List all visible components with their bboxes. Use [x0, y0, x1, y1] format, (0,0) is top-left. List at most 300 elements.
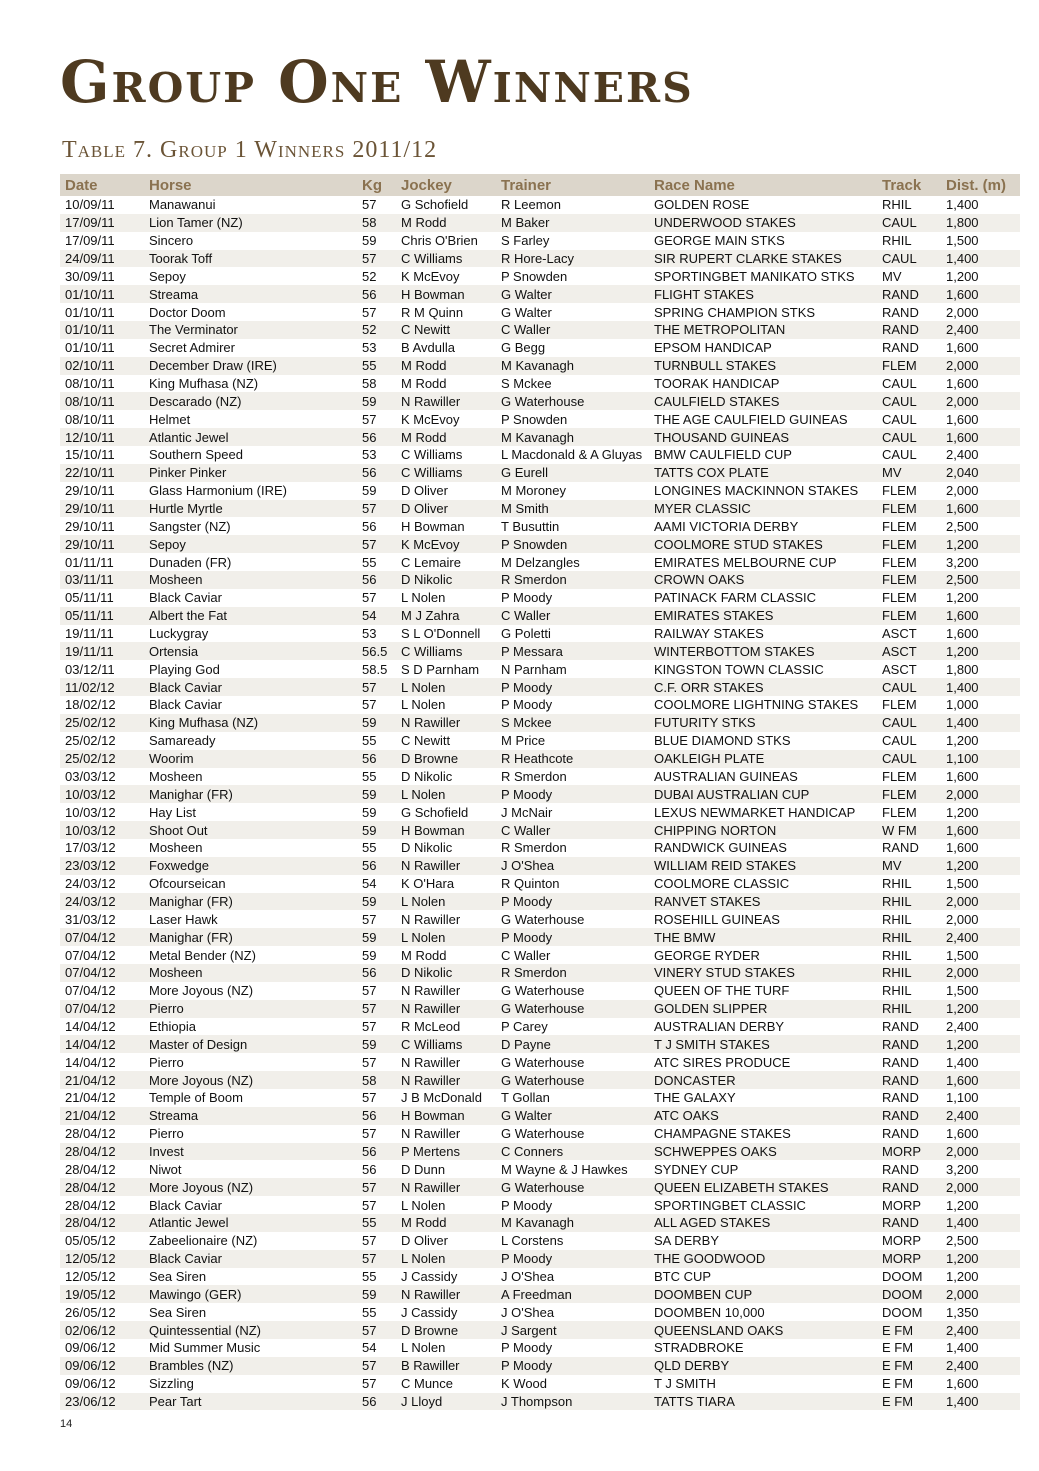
table-cell: 03/03/12	[65, 768, 116, 784]
table-cell: 2,000	[941, 357, 1020, 375]
table-cell: 57	[357, 1250, 396, 1268]
table-row	[60, 339, 1020, 357]
table-row	[60, 446, 1020, 464]
table-cell: Master of Design	[144, 1035, 357, 1053]
table-cell: LONGINES MACKINNON STAKES	[654, 483, 859, 499]
table-cell: 29/10/11	[60, 535, 144, 553]
table-cell: 58	[357, 214, 396, 232]
table-cell: 56	[362, 1161, 377, 1177]
table-cell: 1,200	[941, 1035, 1020, 1053]
table-cell: 1,500	[946, 233, 979, 249]
table-cell: D Dunn	[401, 1161, 446, 1177]
table-cell: 56	[357, 428, 396, 446]
table-cell: C Waller	[496, 321, 649, 339]
table-row	[60, 1035, 1020, 1053]
table-cell: G Schofield	[401, 804, 469, 820]
table-cell: N Rawiller	[396, 392, 496, 410]
table-row	[60, 482, 1020, 500]
table-cell: 07/04/12	[65, 947, 116, 963]
table-cell: M Baker	[496, 214, 649, 232]
table-row	[60, 375, 1020, 393]
table-cell: FLEM	[877, 535, 941, 553]
table-cell: 14/04/12	[65, 1054, 116, 1070]
table-cell: AUSTRALIAN GUINEAS	[654, 768, 798, 784]
table-row	[60, 642, 1020, 660]
table-cell: 14/04/12	[65, 1018, 116, 1034]
table-cell: Dunaden (FR)	[149, 554, 232, 570]
table-cell: M Kavanagh	[496, 428, 649, 446]
table-cell: M Kavanagh	[496, 357, 649, 375]
table-cell: 2,000	[941, 1178, 1020, 1196]
table-cell: 2,000	[941, 964, 1020, 982]
table-cell: J Lloyd	[396, 1393, 496, 1411]
table-cell: M Kavanagh	[496, 1214, 649, 1232]
table-cell: 3,200	[946, 1161, 979, 1177]
table-cell: 1,400	[941, 1214, 1020, 1232]
table-cell: FLIGHT STAKES	[649, 285, 877, 303]
table-cell: 24/03/12	[60, 893, 144, 911]
table-cell: FUTURITY STKS	[649, 714, 877, 732]
table-cell: G Waterhouse	[496, 392, 649, 410]
table-cell: 2,500	[946, 1233, 979, 1249]
table-cell: Ethiopia	[149, 1018, 196, 1034]
table-cell: 1,500	[946, 876, 979, 892]
table-cell: STRADBROKE	[654, 1340, 744, 1356]
table-cell: T J SMITH STAKES	[649, 1035, 877, 1053]
table-cell: SPRING CHAMPION STKS	[654, 304, 816, 320]
table-row	[60, 1375, 1020, 1393]
table-cell: GEORGE RYDER	[654, 947, 760, 963]
table-cell: Mosheen	[144, 571, 357, 589]
table-cell: 1,800	[946, 661, 979, 677]
table-row	[60, 1232, 1020, 1250]
table-cell: 1,000	[946, 697, 979, 713]
table-row	[60, 1160, 1020, 1178]
table-cell: S Mckee	[496, 714, 649, 732]
table-cell: DOOMBEN 10,000	[654, 1304, 765, 1320]
table-cell: 56	[357, 571, 396, 589]
table-cell: G Waterhouse	[496, 1000, 649, 1018]
table-cell: 14/04/12	[60, 1035, 144, 1053]
table-row	[60, 1018, 1020, 1036]
table-cell: 57	[362, 1054, 377, 1070]
table-cell: N Rawiller	[396, 1285, 496, 1303]
table-cell: 1,400	[941, 1393, 1020, 1411]
table-cell: Ortensia	[144, 642, 357, 660]
table-cell: R Quinton	[501, 876, 560, 892]
table-cell: THE BMW	[649, 928, 877, 946]
table-cell: M Rodd	[396, 357, 496, 375]
table-cell: 59	[357, 928, 396, 946]
table-cell: A Freedman	[496, 1285, 649, 1303]
table-row	[60, 785, 1020, 803]
table-cell: Streama	[144, 285, 357, 303]
table-cell: Sepoy	[144, 535, 357, 553]
table-cell: 19/11/11	[60, 642, 144, 660]
table-cell: Woorim	[144, 750, 357, 768]
table-cell: 1,200	[941, 642, 1020, 660]
table-row	[60, 1178, 1020, 1196]
table-cell: December Draw (IRE)	[144, 357, 357, 375]
table-cell: RHIL	[882, 911, 912, 927]
table-cell: R M Quinn	[401, 304, 464, 320]
table-cell: D Oliver	[401, 483, 448, 499]
table-cell: 53	[362, 340, 377, 356]
table-cell: COOLMORE LIGHTNING STAKES	[654, 697, 859, 713]
table-cell: 57	[357, 1357, 396, 1375]
table-cell: 02/10/11	[60, 357, 144, 375]
table-cell: Sepoy	[149, 268, 186, 284]
table-cell: SPORTINGBET MANIKATO STKS	[654, 268, 855, 284]
table-row	[60, 1125, 1020, 1143]
table-cell: C Williams	[401, 447, 463, 463]
table-cell: 10/03/12	[65, 804, 116, 820]
table-cell: 1,400	[941, 678, 1020, 696]
table-cell: Doctor Doom	[149, 304, 226, 320]
table-cell: Pierro	[144, 1000, 357, 1018]
table-cell: M Rodd	[396, 1214, 496, 1232]
table-row	[60, 321, 1020, 339]
table-cell: 56.5	[357, 642, 396, 660]
table-row	[60, 1303, 1020, 1321]
table-cell: G Waterhouse	[501, 983, 585, 999]
table-cell: N Rawiller	[396, 857, 496, 875]
table-cell: M Delzangles	[501, 554, 580, 570]
table-cell: 29/10/11	[60, 500, 144, 518]
table-header-row	[60, 174, 1020, 196]
table-cell: Playing God	[149, 661, 220, 677]
table-cell: P Moody	[501, 1197, 553, 1213]
table-cell: 21/04/12	[60, 1107, 144, 1125]
table-cell: G Schofield	[401, 197, 469, 213]
table-row	[60, 1071, 1020, 1089]
page-title: Group One Winners	[60, 48, 694, 116]
table-cell: 05/11/11	[60, 607, 144, 625]
table-row	[60, 696, 1020, 714]
table-row	[60, 267, 1020, 285]
table-cell: 57	[362, 304, 377, 320]
table-caption: Table 7. Group 1 Winners 2011/12	[62, 137, 438, 163]
table-cell: K McEvoy	[401, 411, 460, 427]
table-cell: R Leemon	[501, 197, 561, 213]
table-cell: PATINACK FARM CLASSIC	[654, 590, 817, 606]
table-cell: G Waterhouse	[501, 911, 585, 927]
table-cell: CAUL	[877, 392, 941, 410]
table-cell: RAND	[882, 1054, 919, 1070]
table-cell: Sea Siren	[149, 1304, 207, 1320]
table-cell: CAUL	[877, 714, 941, 732]
table-cell: H Bowman	[396, 285, 496, 303]
table-row	[60, 768, 1020, 786]
table-cell: 1,600	[946, 411, 979, 427]
column-header: Dist. (m)	[941, 174, 1020, 196]
table-cell: 17/03/12	[65, 840, 116, 856]
table-cell: RAND	[877, 1107, 941, 1125]
table-cell: 18/02/12	[65, 697, 116, 713]
table-cell: 10/03/12	[60, 785, 144, 803]
table-cell: P Moody	[496, 928, 649, 946]
table-cell: C Lemaire	[401, 554, 461, 570]
table-cell: S Mckee	[501, 376, 552, 392]
table-cell: RHIL	[882, 947, 912, 963]
table-cell: P Carey	[501, 1018, 548, 1034]
table-cell: 1,400	[941, 250, 1020, 268]
table-cell: 59	[357, 392, 396, 410]
table-cell: Streama	[144, 1107, 357, 1125]
table-cell: 09/06/12	[65, 1376, 116, 1392]
table-cell: N Rawiller	[396, 1071, 496, 1089]
table-cell: R Smerdon	[496, 964, 649, 982]
table-cell: J Sargent	[496, 1321, 649, 1339]
column-header: Jockey	[396, 174, 496, 196]
table-cell: 55	[362, 1304, 377, 1320]
table-cell: MORP	[877, 1143, 941, 1161]
table-cell: C Williams	[396, 250, 496, 268]
table-cell: J B McDonald	[401, 1090, 482, 1106]
table-cell: G Waterhouse	[501, 1126, 585, 1142]
table-cell: L Nolen	[401, 1340, 446, 1356]
table-cell: ATC SIRES PRODUCE	[654, 1054, 791, 1070]
table-cell: 28/04/12	[60, 1143, 144, 1161]
table-cell: MORP	[877, 1250, 941, 1268]
table-cell: 56	[357, 1393, 396, 1411]
table-cell: C Newitt	[396, 321, 496, 339]
table-cell: D Oliver	[396, 500, 496, 518]
table-cell: 56	[357, 857, 396, 875]
table-cell: FLEM	[882, 768, 917, 784]
table-cell: CAUL	[877, 750, 941, 768]
table-cell: RAND	[877, 321, 941, 339]
table-row	[60, 553, 1020, 571]
table-cell: 1,600	[941, 607, 1020, 625]
table-cell: G Eurell	[496, 464, 649, 482]
table-cell: SA DERBY	[654, 1233, 720, 1249]
table-cell: LEXUS NEWMARKET HANDICAP	[654, 804, 856, 820]
table-cell: Sincero	[149, 233, 194, 249]
table-cell: 07/04/12	[60, 1000, 144, 1018]
table-cell: E FM	[877, 1357, 941, 1375]
table-cell: ROSEHILL GUINEAS	[654, 911, 780, 927]
table-cell: 1,600	[946, 840, 979, 856]
table-cell: Sea Siren	[149, 1268, 207, 1284]
table-cell: AAMI VICTORIA DERBY	[654, 518, 799, 534]
table-cell: Black Caviar	[144, 678, 357, 696]
table-cell: 55	[357, 1214, 396, 1232]
table-cell: G Waterhouse	[501, 1054, 585, 1070]
table-cell: G Poletti	[501, 626, 551, 642]
table-cell: D Oliver	[401, 1233, 448, 1249]
table-cell: Temple of Boom	[149, 1090, 243, 1106]
table-cell: 2,040	[941, 464, 1020, 482]
table-row	[60, 214, 1020, 232]
table-cell: Quintessential (NZ)	[144, 1321, 357, 1339]
table-cell: 1,600	[946, 768, 979, 784]
table-cell: More Joyous (NZ)	[149, 983, 254, 999]
table-cell: Laser Hawk	[149, 911, 218, 927]
table-cell: Pear Tart	[144, 1393, 357, 1411]
table-cell: Toorak Toff	[144, 250, 357, 268]
table-cell: Helmet	[149, 411, 191, 427]
table-cell: CAUL	[877, 678, 941, 696]
table-cell: RAND	[882, 340, 919, 356]
table-cell: G Walter	[496, 1107, 649, 1125]
table-cell: 55	[362, 768, 377, 784]
table-cell: L Nolen	[401, 590, 446, 606]
table-row	[60, 1268, 1020, 1286]
table-row	[60, 1214, 1020, 1232]
table-cell: Zabeelionaire (NZ)	[149, 1233, 258, 1249]
table-cell: 59	[362, 947, 377, 963]
table-cell: More Joyous (NZ)	[144, 1071, 357, 1089]
table-cell: KINGSTON TOWN CLASSIC	[654, 661, 824, 677]
table-cell: 01/10/11	[65, 304, 115, 320]
table-cell: THE METROPOLITAN	[649, 321, 877, 339]
column-header: Trainer	[496, 174, 649, 196]
table-cell: Pierro	[149, 1126, 184, 1142]
table-cell: G Walter	[501, 304, 552, 320]
table-cell: R Hore-Lacy	[496, 250, 649, 268]
table-cell: 57	[362, 911, 377, 927]
table-cell: 59	[357, 821, 396, 839]
table-row	[60, 964, 1020, 982]
table-cell: 1,600	[946, 340, 979, 356]
table-cell: 1,600	[941, 428, 1020, 446]
table-cell: Black Caviar	[144, 1250, 357, 1268]
table-cell: L Nolen	[396, 1250, 496, 1268]
table-cell: C.F. ORR STAKES	[649, 678, 877, 696]
table-cell: DOOMBEN CUP	[649, 1285, 877, 1303]
column-header: Date	[60, 174, 144, 196]
table-cell: FLEM	[877, 357, 941, 375]
table-cell: C Conners	[496, 1143, 649, 1161]
table-cell: 55	[362, 1268, 377, 1284]
table-cell: 57	[362, 590, 377, 606]
table-cell: P Moody	[496, 893, 649, 911]
table-cell: 59	[357, 893, 396, 911]
table-cell: DONCASTER	[649, 1071, 877, 1089]
table-cell: CAUL	[877, 214, 941, 232]
table-cell: 1,600	[946, 376, 979, 392]
table-row	[60, 589, 1020, 607]
table-cell: 1,350	[946, 1304, 979, 1320]
table-row	[60, 357, 1020, 375]
table-cell: 57	[362, 1018, 377, 1034]
table-cell: 1,200	[941, 1000, 1020, 1018]
table-cell: C Newitt	[401, 733, 451, 749]
table-cell: 21/04/12	[60, 1071, 144, 1089]
table-cell: 11/02/12	[60, 678, 144, 696]
table-cell: J O'Shea	[501, 1268, 555, 1284]
table-cell: Descarado (NZ)	[144, 392, 357, 410]
table-cell: MYER CLASSIC	[649, 500, 877, 518]
table-row	[60, 946, 1020, 964]
table-row	[60, 250, 1020, 268]
table-row	[60, 428, 1020, 446]
table-cell: RHIL	[877, 964, 941, 982]
table-cell: 01/10/11	[65, 340, 115, 356]
table-cell: GOLDEN ROSE	[654, 197, 750, 213]
table-cell: P Moody	[496, 1250, 649, 1268]
table-cell: RAILWAY STAKES	[654, 626, 764, 642]
table-cell: 17/09/11	[65, 233, 115, 249]
table-row	[60, 875, 1020, 893]
table-cell: 28/04/12	[60, 1178, 144, 1196]
table-cell: Foxwedge	[144, 857, 357, 875]
table-cell: Luckygray	[149, 626, 209, 642]
table-cell: J Cassidy	[401, 1268, 458, 1284]
table-cell: THE GOODWOOD	[649, 1250, 877, 1268]
table-cell: 1,200	[941, 857, 1020, 875]
table-row	[60, 1196, 1020, 1214]
table-cell: 31/03/12	[65, 911, 116, 927]
table-cell: 07/04/12	[60, 964, 144, 982]
table-cell: RAND	[882, 1126, 919, 1142]
table-cell: GOLDEN SLIPPER	[649, 1000, 877, 1018]
column-header: Horse	[144, 174, 357, 196]
table-cell: L Macdonald & A Gluyas	[501, 447, 643, 463]
table-cell: D Browne	[396, 1321, 496, 1339]
table-cell: N Rawiller	[401, 1054, 461, 1070]
column-header: Kg	[357, 174, 396, 196]
table-cell: ALL AGED STAKES	[649, 1214, 877, 1232]
table-cell: CAUL	[877, 250, 941, 268]
table-cell: E FM	[877, 1393, 941, 1411]
table-cell: ASCT	[882, 661, 917, 677]
table-cell: Mid Summer Music	[149, 1340, 261, 1356]
table-cell: J Thompson	[496, 1393, 649, 1411]
table-cell: MV	[877, 857, 941, 875]
table-cell: L Nolen	[401, 1197, 446, 1213]
table-cell: M Smith	[496, 500, 649, 518]
table-cell: More Joyous (NZ)	[144, 1178, 357, 1196]
table-cell: 2,400	[946, 1018, 979, 1034]
table-cell: 26/05/12	[65, 1304, 116, 1320]
table-cell: 25/02/12	[65, 733, 116, 749]
table-cell: 54	[362, 1340, 377, 1356]
table-cell: 2,000	[941, 1143, 1020, 1161]
table-cell: FLEM	[882, 697, 917, 713]
table-cell: N Rawiller	[396, 1000, 496, 1018]
table-cell: P Moody	[496, 678, 649, 696]
table-cell: L Nolen	[401, 697, 446, 713]
table-cell: 57	[362, 1090, 377, 1106]
table-cell: B Rawiller	[396, 1357, 496, 1375]
table-cell: 19/05/12	[60, 1285, 144, 1303]
table-cell: 28/04/12	[60, 1214, 144, 1232]
table-cell: MORP	[882, 1233, 921, 1249]
table-cell: 17/09/11	[60, 214, 144, 232]
table-cell: 24/03/12	[65, 876, 116, 892]
table-cell: RHIL	[882, 197, 912, 213]
table-cell: J Cassidy	[401, 1304, 458, 1320]
table-cell: C Waller	[501, 947, 551, 963]
table-row	[60, 464, 1020, 482]
table-cell: D Nikolic	[396, 571, 496, 589]
table-cell: N Parnham	[501, 661, 567, 677]
table-cell: H Bowman	[401, 518, 465, 534]
table-cell: 56	[357, 1107, 396, 1125]
table-cell: DOOM	[882, 1268, 923, 1284]
table-cell: 1,100	[946, 1090, 979, 1106]
table-cell: Mawingo (GER)	[144, 1285, 357, 1303]
table-cell: RHIL	[877, 1000, 941, 1018]
table-cell: 1,200	[946, 590, 979, 606]
table-cell: 56	[357, 750, 396, 768]
table-cell: 54	[362, 876, 377, 892]
table-cell: 55	[362, 554, 377, 570]
table-cell: L Nolen	[396, 678, 496, 696]
table-cell: FLEM	[877, 500, 941, 518]
